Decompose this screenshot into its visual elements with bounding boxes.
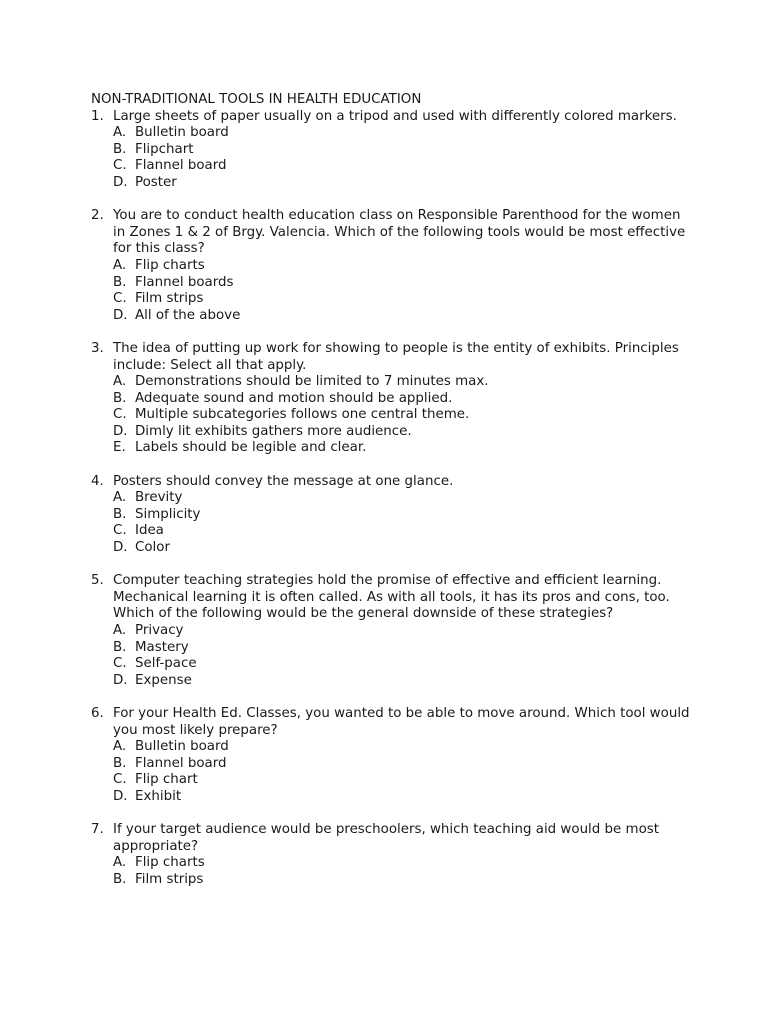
- answer-option: [113, 540, 691, 557]
- answer-option: [113, 291, 691, 308]
- question-row: [91, 706, 691, 739]
- option-text: Adequate sound and motion should be applied.: [135, 390, 453, 406]
- question-number: 7.: [91, 822, 104, 838]
- option-letter: D.: [113, 788, 128, 804]
- option-letter: D.: [113, 540, 128, 556]
- option-text: Flipchart: [135, 141, 194, 157]
- option-letter: D.: [113, 174, 128, 190]
- question-text: Computer teaching strategies hold the promise of effective and efficient learning. Mechanical learning it is often called. As with all tools, it has its pros and cons, too. Which of the following would be the general downside of these strategies?: [113, 573, 670, 622]
- document-title: NON-TRADITIONAL TOOLS IN HEALTH EDUCATION: [91, 92, 422, 107]
- option-text: Exhibit: [135, 788, 182, 804]
- question-number: 5.: [91, 573, 104, 589]
- option-text: Dimly lit exhibits gathers more audience.: [135, 423, 412, 439]
- question-number: 3.: [91, 340, 104, 356]
- question-item: [91, 573, 691, 689]
- answer-option: [113, 872, 691, 889]
- option-list: [113, 374, 691, 457]
- option-text: Poster: [135, 174, 177, 190]
- question-number: 4.: [91, 473, 104, 489]
- answer-option: [113, 523, 691, 540]
- question-item: [91, 706, 691, 806]
- answer-option: [113, 125, 691, 142]
- question-item: [91, 109, 691, 192]
- answer-option: [113, 855, 691, 872]
- answer-option: [113, 772, 691, 789]
- option-letter: B.: [113, 390, 127, 406]
- option-text: Self-pace: [135, 656, 197, 672]
- option-text: Film strips: [135, 871, 204, 887]
- option-list: [113, 623, 691, 689]
- question-text: Posters should convey the message at one glance.: [113, 473, 454, 489]
- option-text: Flip chart: [135, 772, 198, 788]
- option-letter: A.: [113, 490, 127, 506]
- question-item: [91, 341, 691, 457]
- option-text: Simplicity: [135, 506, 201, 522]
- question-text: Large sheets of paper usually on a tripod and used with differently colored markers.: [113, 108, 677, 124]
- option-text: Demonstrations should be limited to 7 minutes max.: [135, 374, 489, 390]
- option-letter: C.: [113, 158, 127, 174]
- option-letter: A.: [113, 739, 127, 755]
- option-list: [113, 855, 691, 888]
- option-letter: E.: [113, 440, 126, 456]
- answer-option: [113, 175, 691, 192]
- option-text: Flip charts: [135, 257, 205, 273]
- option-list: [113, 739, 691, 805]
- option-letter: D.: [113, 423, 128, 439]
- option-letter: D.: [113, 307, 128, 323]
- option-list: [113, 258, 691, 324]
- answer-option: [113, 275, 691, 292]
- question-text: The idea of putting up work for showing to people is the entity of exhibits. Principles include: Select all that apply.: [113, 340, 679, 373]
- option-letter: C.: [113, 523, 127, 539]
- option-letter: A.: [113, 623, 127, 638]
- question-item: [91, 208, 691, 324]
- answer-option: [113, 507, 691, 524]
- option-text: Flannel board: [135, 755, 227, 771]
- option-text: Privacy: [135, 623, 184, 638]
- option-text: Expense: [135, 672, 192, 688]
- question-row: [91, 341, 691, 374]
- question-item: [91, 822, 691, 888]
- option-text: Color: [135, 540, 170, 556]
- option-text: Brevity: [135, 490, 183, 506]
- option-letter: B.: [113, 871, 127, 887]
- answer-option: [113, 623, 691, 640]
- question-text: You are to conduct health education class on Responsible Parenthood for the women in Zones 1 & 2 of Brgy. Valencia. Which of the following tools would be most effective for this class?: [113, 208, 686, 257]
- question-item: [91, 474, 691, 557]
- option-letter: C.: [113, 656, 127, 672]
- option-letter: C.: [113, 291, 127, 307]
- answer-option: [113, 739, 691, 756]
- question-text: If your target audience would be preschoolers, which teaching aid would be most appropriate?: [113, 822, 659, 854]
- answer-option: [113, 490, 691, 507]
- answer-option: [113, 656, 691, 673]
- document-page: [91, 92, 691, 905]
- answer-option: [113, 756, 691, 773]
- option-letter: A.: [113, 125, 127, 141]
- option-text: Flannel boards: [135, 274, 234, 290]
- option-letter: A.: [113, 855, 127, 871]
- question-row: [91, 109, 691, 126]
- option-text: Labels should be legible and clear.: [135, 440, 367, 456]
- answer-option: [113, 673, 691, 690]
- question-row: [91, 573, 691, 623]
- answer-option: [113, 440, 691, 457]
- question-text: For your Health Ed. Classes, you wanted to be able to move around. Which tool would you most likely prepare?: [113, 705, 690, 738]
- option-letter: B.: [113, 506, 127, 522]
- option-letter: B.: [113, 141, 127, 157]
- answer-option: [113, 142, 691, 159]
- answer-option: [113, 407, 691, 424]
- question-number: 6.: [91, 705, 104, 721]
- answer-option: [113, 308, 691, 325]
- option-text: Bulletin board: [135, 125, 229, 141]
- option-letter: B.: [113, 274, 127, 290]
- question-row: [91, 822, 691, 855]
- option-text: Flip charts: [135, 855, 205, 871]
- option-text: Flannel board: [135, 158, 227, 174]
- option-letter: C.: [113, 407, 127, 423]
- option-letter: A.: [113, 374, 127, 390]
- option-text: All of the above: [135, 307, 241, 323]
- answer-option: [113, 158, 691, 175]
- option-text: Bulletin board: [135, 739, 229, 755]
- option-letter: C.: [113, 772, 127, 788]
- option-list: [113, 125, 691, 191]
- option-text: Film strips: [135, 291, 204, 307]
- answer-option: [113, 424, 691, 441]
- answer-option: [113, 640, 691, 657]
- answer-option: [113, 391, 691, 408]
- option-letter: A.: [113, 257, 127, 273]
- question-list: [91, 109, 691, 889]
- question-number: 2.: [91, 208, 104, 224]
- option-letter: B.: [113, 639, 127, 655]
- option-text: Mastery: [135, 639, 189, 655]
- option-list: [113, 490, 691, 556]
- question-row: [91, 474, 691, 491]
- option-text: Idea: [135, 523, 164, 539]
- question-number: 1.: [91, 108, 104, 124]
- option-letter: B.: [113, 755, 127, 771]
- option-text: Multiple subcategories follows one central theme.: [135, 407, 470, 423]
- option-letter: D.: [113, 672, 128, 688]
- question-row: [91, 208, 691, 258]
- answer-option: [113, 258, 691, 275]
- answer-option: [113, 789, 691, 806]
- answer-option: [113, 374, 691, 391]
